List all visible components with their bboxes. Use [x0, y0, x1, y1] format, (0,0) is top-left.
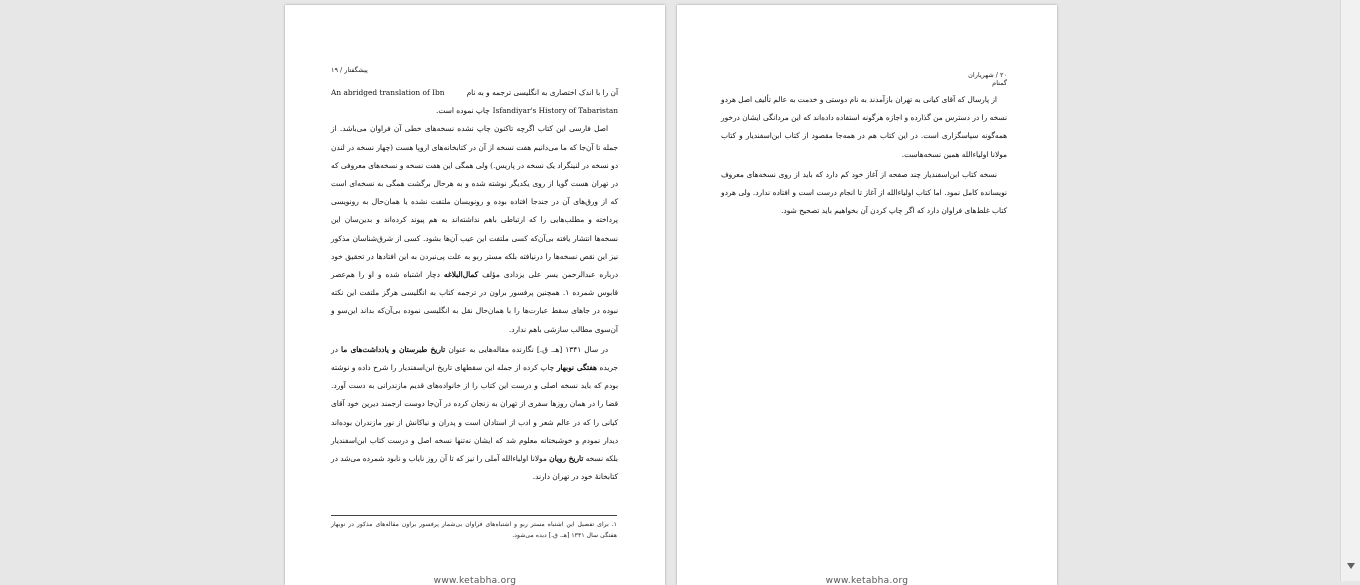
paragraph-text: مولانا اولیاءالله آملی را نیز که تا آن روز نایاب و نابود شمرده می‌شد در کتابخانهٔ خود در تهران دارند.	[331, 454, 618, 482]
persian-text: آن را با اندک اختصاری به انگلیسی ترجمه و به نام	[466, 88, 618, 97]
paragraph-1	[331, 84, 618, 120]
page-20	[677, 5, 1057, 585]
paragraph-text: در جریده	[331, 344, 618, 373]
page-19	[285, 5, 665, 585]
page-body	[331, 84, 618, 486]
paragraph-2: نسخه کتاب ابن‌اسفندیار چند صفحه از آغاز خود کم دارد که باید از روی نسخه‌های معروف نویسانده کامل نمود. اما کتاب اولیاءالله از آغاز تا انجام درست است و افتاده ندارد. ولی هردو کتاب غلط‌های فراوان دارد که اگر چاپ کردن آن بخواهیم باید تصحیح شود.	[721, 169, 1007, 216]
watermark: www.ketabha.org	[825, 576, 909, 585]
english-text: Isfandiyar's History of Tabaristan	[492, 106, 618, 116]
footnote-divider	[331, 515, 617, 516]
article-title: تاریخ طبرستان و یادداشت‌های ما	[340, 344, 446, 354]
watermark: www.ketabha.org	[433, 576, 517, 585]
running-head: پیشگفتار / ۱۹	[331, 66, 368, 74]
book-title: کمال‌البلاغه	[443, 270, 479, 280]
newspaper-title: هفتگی نوبهار	[556, 363, 597, 373]
persian-text: چاپ نموده است.	[436, 106, 490, 116]
paragraph-2	[331, 120, 618, 338]
footnote: ۱. برای تفصیل این اشتباه مستر ربو و اشتباه‌های فراوان بی‌شمار پرفسور براون مقاله‌های مذکور در نوبهار هفتگی سال ۱۳۴۱ [هـ. ق.] دیده می‌شود.	[331, 521, 617, 539]
paragraph-text: دچار اشتباه شده و او را هم‌عصر قابوس شمرده ۱. همچنین پرفسور براون در ترجمه کتاب به انگلیسی هرگز ملتفت این نکته نبوده در جاهای سقط عبارت‌ها را با همان‌حال نقل به انگلیسی نموده بی‌آن‌که بداند این‌سو و آن‌سوی مطالب سازشی باهم ندارد.	[331, 270, 618, 334]
scroll-down-arrow-icon[interactable]	[1347, 563, 1355, 569]
english-text: An abridged translation of Ibn	[331, 88, 445, 97]
paragraph-text: در سال ۱۳۴۱ [هـ. ق.] نگارنده مقاله‌هایی به عنوان	[448, 344, 608, 354]
book-title: تاریخ رویان	[549, 454, 584, 464]
paragraph-text: چاپ کرده از جمله این سقطهای تاریخ ابن‌اسفندیار را شرح داده و نوشته بودم که باید نسخه اصلی و درست این کتاب را از خانواده‌های قدیم مازندرانی به دست آورد. قضا را در همان روزها سفری از تهران به زنجان کرده در آن‌جا دوست ارجمند دیرین خود آقای کیانی را که در عالم شعر و ادب از استادان است و پدران و نیاکانش از نور مازندران بوده‌اند دیدار نمودم و خوشبختانه معلوم شد که ایشان نه‌تنها نسخه اصل و درست کتاب ابن‌اسفندیار بلکه نسخه	[331, 363, 618, 464]
page-body	[721, 91, 1007, 220]
paragraph-3	[331, 341, 618, 487]
paragraph-1: از پارسال که آقای کیانی به تهران بازآمدند به نام دوستی و خدمت به عالم تألیف اصل هردو نسخه را در دسترس من گذارده و اجازه هرگونه استفاده داده‌اند که این مردانگی ایشان درخور همه‌گونه سپاسگزاری است. در این کتاب هم در همه‌جا مقصود از کتاب ابن‌اسفندیار و کتاب مولانا اولیاءالله همین نسخه‌هاست.	[721, 95, 1007, 159]
running-head: ۲۰ / شهریاران گمنام	[968, 71, 1007, 87]
vertical-scrollbar[interactable]	[1340, 0, 1360, 581]
paragraph-text: اصل فارسی این کتاب اگرچه تاکنون چاپ نشده نسخه‌های خطی آن فراوان می‌باشد. از جمله تا آن‌جا که ما می‌دانیم هفت نسخه از آن در کتابخانه‌های اروپا هست (چهار نسخه در لندن دو نسخه در لنینگراد یک نسخه در پاریس.) ولی همگی این هفت نسخه و نسخه‌های معروفی که در تهران هست گویا از روی یکدیگر نوشته شده و به هرحال برگشت همگی به نسخه‌ای است که از ورق‌های آن در جندجا افتاده بوده و رونویسان ملتفت نشده یا همان‌حال به رونویسی پرداخته و مطلب‌هایی را که ارتباطی باهم نداشته‌اند به هم پیوند کرده‌اند و بدین‌سان این نسخه‌ها انتشار یافته بی‌آن‌که کسی ملتفت این عیب آن‌ها بشود. کسی از شرق‌شناسان مذکور نیز این نقص نسخه‌ها را درنیافته بلکه مستر ربو به علت پی‌نبردن به این افتادها در تحقیق خود درباره عبدالرحمن یسر علی یزدادی مؤلف	[331, 124, 619, 280]
